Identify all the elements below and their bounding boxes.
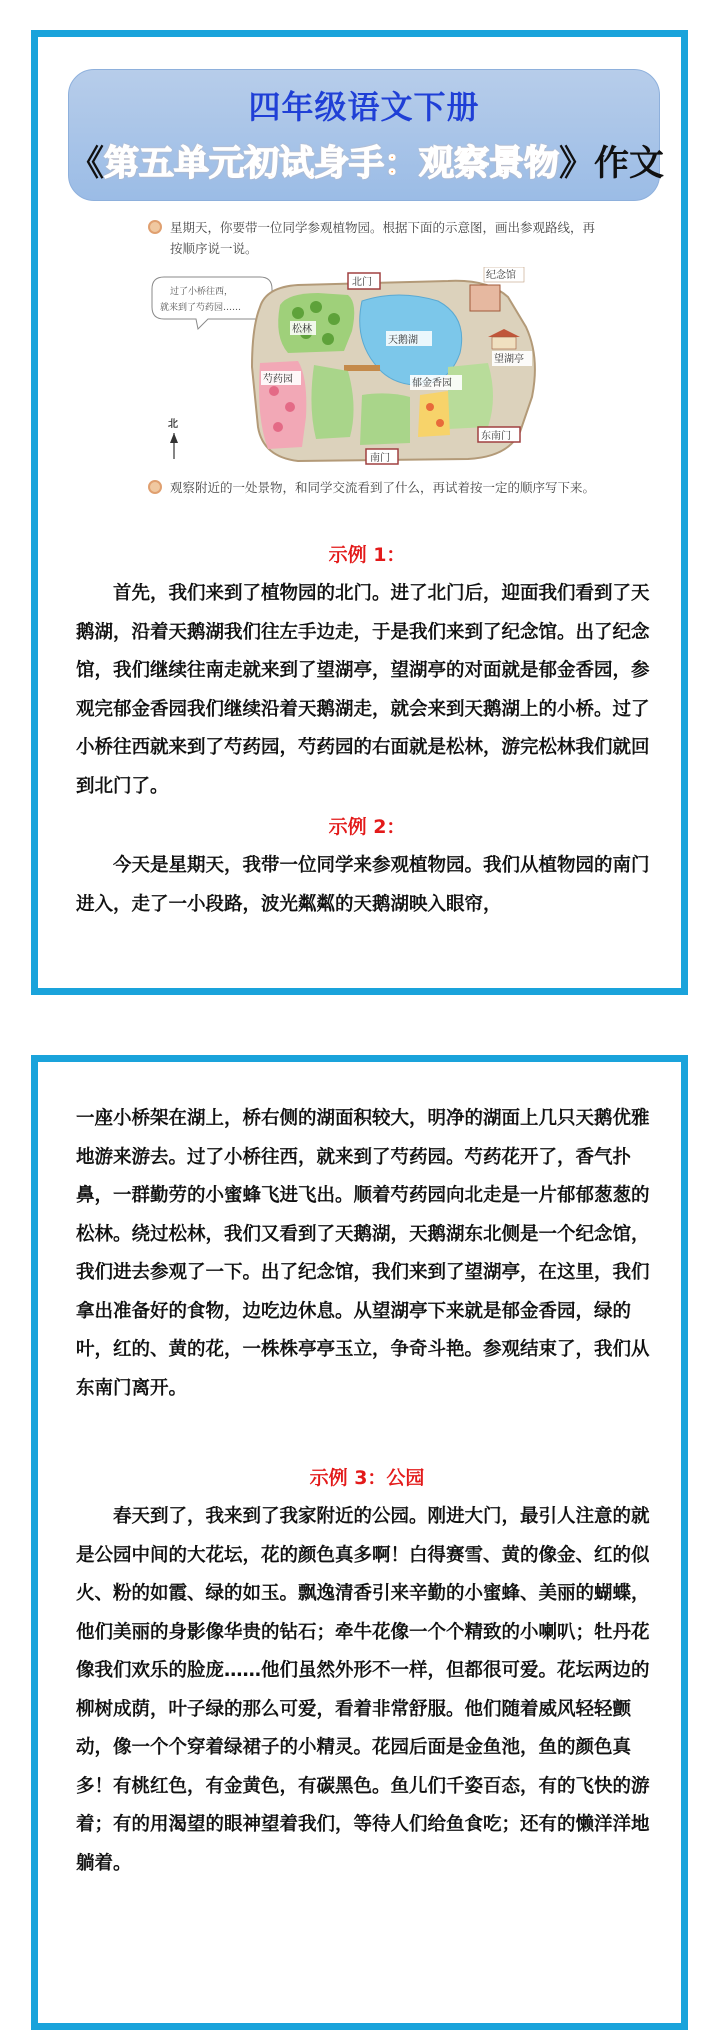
southeast-gate — [478, 427, 520, 442]
instruction-2 — [148, 477, 603, 498]
example-2-text-part2: 一座小桥架在湖上，桥右侧的湖面积较大，明净的湖面上几只天鹅优雅地游来游去。过了小桥往西，就来到了芍药园。芍药花开了，香气扑鼻，一群勤劳的小蜜蜂飞进飞出。顺着芍药园向北走是一片郁郁葱葱的松林。绕过松林，我们又看到了天鹅湖，天鹅湖东北侧是一个纪念馆，我们进去参观了一下。出了纪念馆，我们来到了望湖亭，在这里，我们拿出准备好的食物，边吃边休息。从望湖亭下来就是郁金香园，绿的叶，红的、黄的花，一株株亭亭玉立，争奇斗艳。参观结束了，我们从东南门离开。 — [76, 1108, 650, 1399]
example-2-start — [76, 809, 658, 924]
title-banner — [68, 69, 665, 201]
title-topic — [69, 136, 665, 186]
label-north-gate: 北门 — [352, 277, 372, 288]
compass-label: 北 — [168, 419, 178, 430]
example-3 — [76, 1460, 658, 1883]
example-2-continued — [76, 1100, 658, 1408]
speech-line-1: 过了小桥往西， — [170, 287, 234, 297]
example-2-text-part1: 今天是星期天，我带一位同学来参观植物园。我们从植物园的南门进入，走了一小段路，波光粼粼的天鹅湖映入眼帘， — [76, 855, 650, 915]
label-peony: 芍药园 — [263, 374, 293, 385]
example-1-text: 首先，我们来到了植物园的北门。进了北门后，迎面我们看到了天鹅湖，沿着天鹅湖我们往左手边走，于是我们来到了纪念馆。出了纪念馆，我们继续往南走就来到了望湖亭，望湖亭的对面就是郁金香园，参观完郁金香园我们继续沿着天鹅湖走，就会来到天鹅湖上的小桥。过了小桥往西就来到了芍药园，芍药园的右面就是松林，游完松林我们就回到北门了。 — [76, 583, 650, 797]
bridge — [344, 365, 380, 371]
north-gate — [348, 273, 380, 289]
speech-line-2: 就来到了芍药园…… — [160, 303, 242, 313]
example-1 — [76, 537, 658, 806]
example-1-heading: 示例 1： — [328, 544, 406, 566]
label-tulip: 郁金香园 — [412, 378, 452, 389]
label-pavilion: 望湖亭 — [494, 354, 524, 365]
page-panel-1 — [31, 30, 688, 995]
title-suffix: 》作文 — [559, 144, 665, 184]
garden-map — [148, 267, 603, 467]
memorial-hall — [470, 267, 524, 311]
label-pines: 松林 — [292, 324, 312, 335]
instruction-1 — [148, 217, 603, 259]
example-3-heading: 示例 3：公园 — [309, 1467, 425, 1489]
example-2-heading: 示例 2： — [328, 816, 406, 838]
instruction-2-text: 观察附近的一处景物，和同学交流看到了什么，再试着按一定的顺序写下来。 — [170, 480, 596, 495]
compass-icon — [168, 418, 178, 459]
bullet-icon — [148, 220, 162, 234]
textbook-excerpt — [148, 217, 608, 517]
label-south-gate: 南门 — [370, 453, 390, 464]
title-unit: 第五单元初试身手：观察景物 — [104, 144, 560, 184]
title-bracket-open: 《 — [69, 144, 105, 184]
label-swan-lake: 天鹅湖 — [388, 335, 418, 346]
bullet-icon — [148, 480, 162, 494]
speech-bubble — [152, 277, 272, 329]
label-memorial: 纪念馆 — [486, 270, 516, 281]
title-grade: 四年级语文下册 — [248, 88, 480, 126]
south-gate — [366, 449, 398, 464]
label-southeast-gate: 东南门 — [481, 431, 511, 442]
instruction-1-text: 星期天，你要带一位同学参观植物园。根据下面的示意图，画出参观路线，再按顺序说一说。 — [170, 220, 596, 256]
example-3-text: 春天到了，我来到了我家附近的公园。刚进大门，最引人注意的就是公园中间的大花坛，花的颜色真多啊！白得赛雪、黄的像金、红的似火、粉的如霞、绿的如玉。飘逸清香引来辛勤的小蜜蜂、美丽的蝴蝶，他们美丽的身影像华贵的钻石；牵牛花像一个个精致的小喇叭；牡丹花像我们欢乐的脸庞……他们虽然外形不一样，但都很可爱。花坛两边的柳树成荫，叶子绿的那么可爱，看着非常舒服。他们随着威风轻轻颤动，像一个个穿着绿裙子的小精灵。花园后面是金鱼池，鱼的颜色真多！有桃红色，有金黄色，有碳黑色。鱼儿们千姿百态，有的飞快的游着；有的用渴望的眼神望着我们，等待人们给鱼食吃；还有的懒洋洋地躺着。 — [76, 1506, 650, 1874]
page-panel-2 — [31, 1055, 688, 2030]
